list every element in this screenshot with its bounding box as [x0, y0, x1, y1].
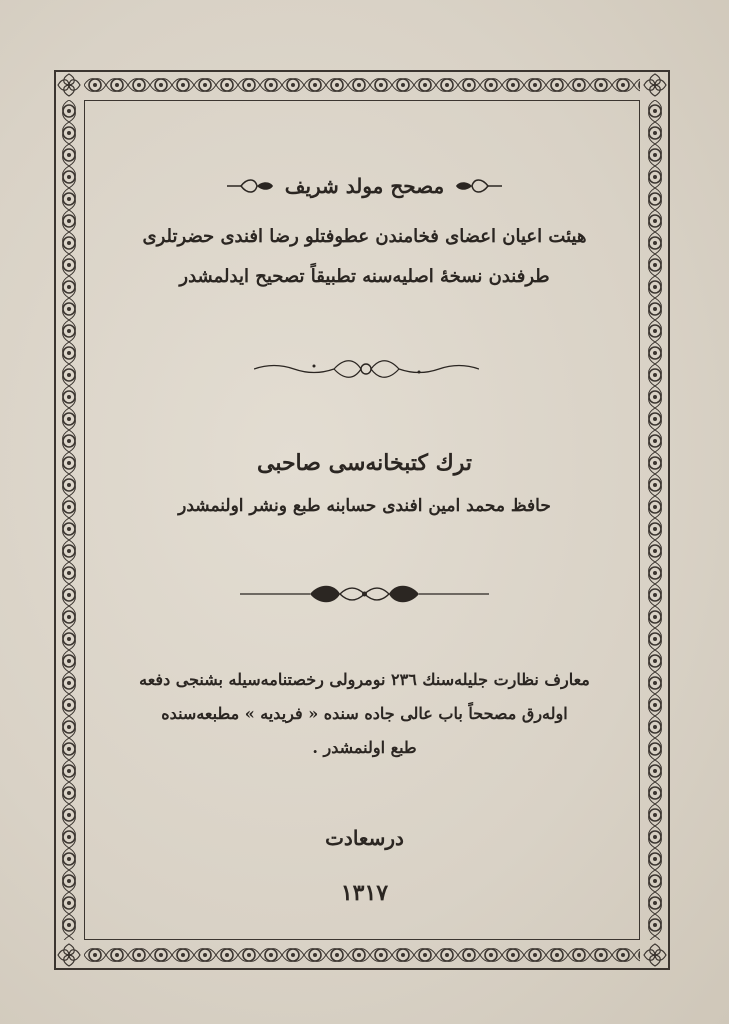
knot-border-right-icon [644, 100, 666, 940]
title-flourish-icon [454, 176, 502, 196]
vine-divider-icon [254, 358, 479, 380]
intro-line-2: طرفندن نسخۀ اصليه‌سنه تطبيقاً تصحيح ايدلمشدر [179, 266, 550, 287]
corner-flourish-icon [642, 72, 668, 98]
publisher-owner: ترك كتبخانه‌سى صاحبى [256, 450, 472, 476]
knot-border-top-icon [84, 74, 640, 96]
title-row [90, 166, 639, 206]
page-title: مصحح مولد شريف [284, 174, 445, 198]
corner-flourish-icon [56, 942, 82, 968]
knot-border-bottom-icon [84, 944, 640, 966]
permit-line-3: طبع اولنمشدر . [312, 738, 417, 757]
corner-flourish-icon [56, 72, 82, 98]
title-flourish-icon [227, 176, 275, 196]
intro-line-1: هيئت اعيان اعضاى فخامندن عطوفتلو رضا افندى حضرتلرى [142, 226, 587, 247]
permit-line-2: اوله‌رق مصححاً باب عالى جاده سنده « فريديه » مطبعه‌سنده [161, 704, 568, 723]
permit-line-1: معارف نظارت جليله‌سنك ٢٣٦ نومرولى رخصتنامه‌سيله بشنجى دفعه [139, 670, 590, 689]
knot-border-left-icon [58, 100, 80, 940]
corner-flourish-icon [642, 942, 668, 968]
printer-line: حافظ محمد امين افندى حسابنه طبع ونشر اولنمشدر [178, 496, 551, 516]
place-of-print: درسعادت [325, 826, 404, 850]
scroll-divider-icon [240, 582, 489, 606]
publication-year: ١٣١٧ [340, 880, 389, 906]
title-page-content [90, 150, 639, 924]
